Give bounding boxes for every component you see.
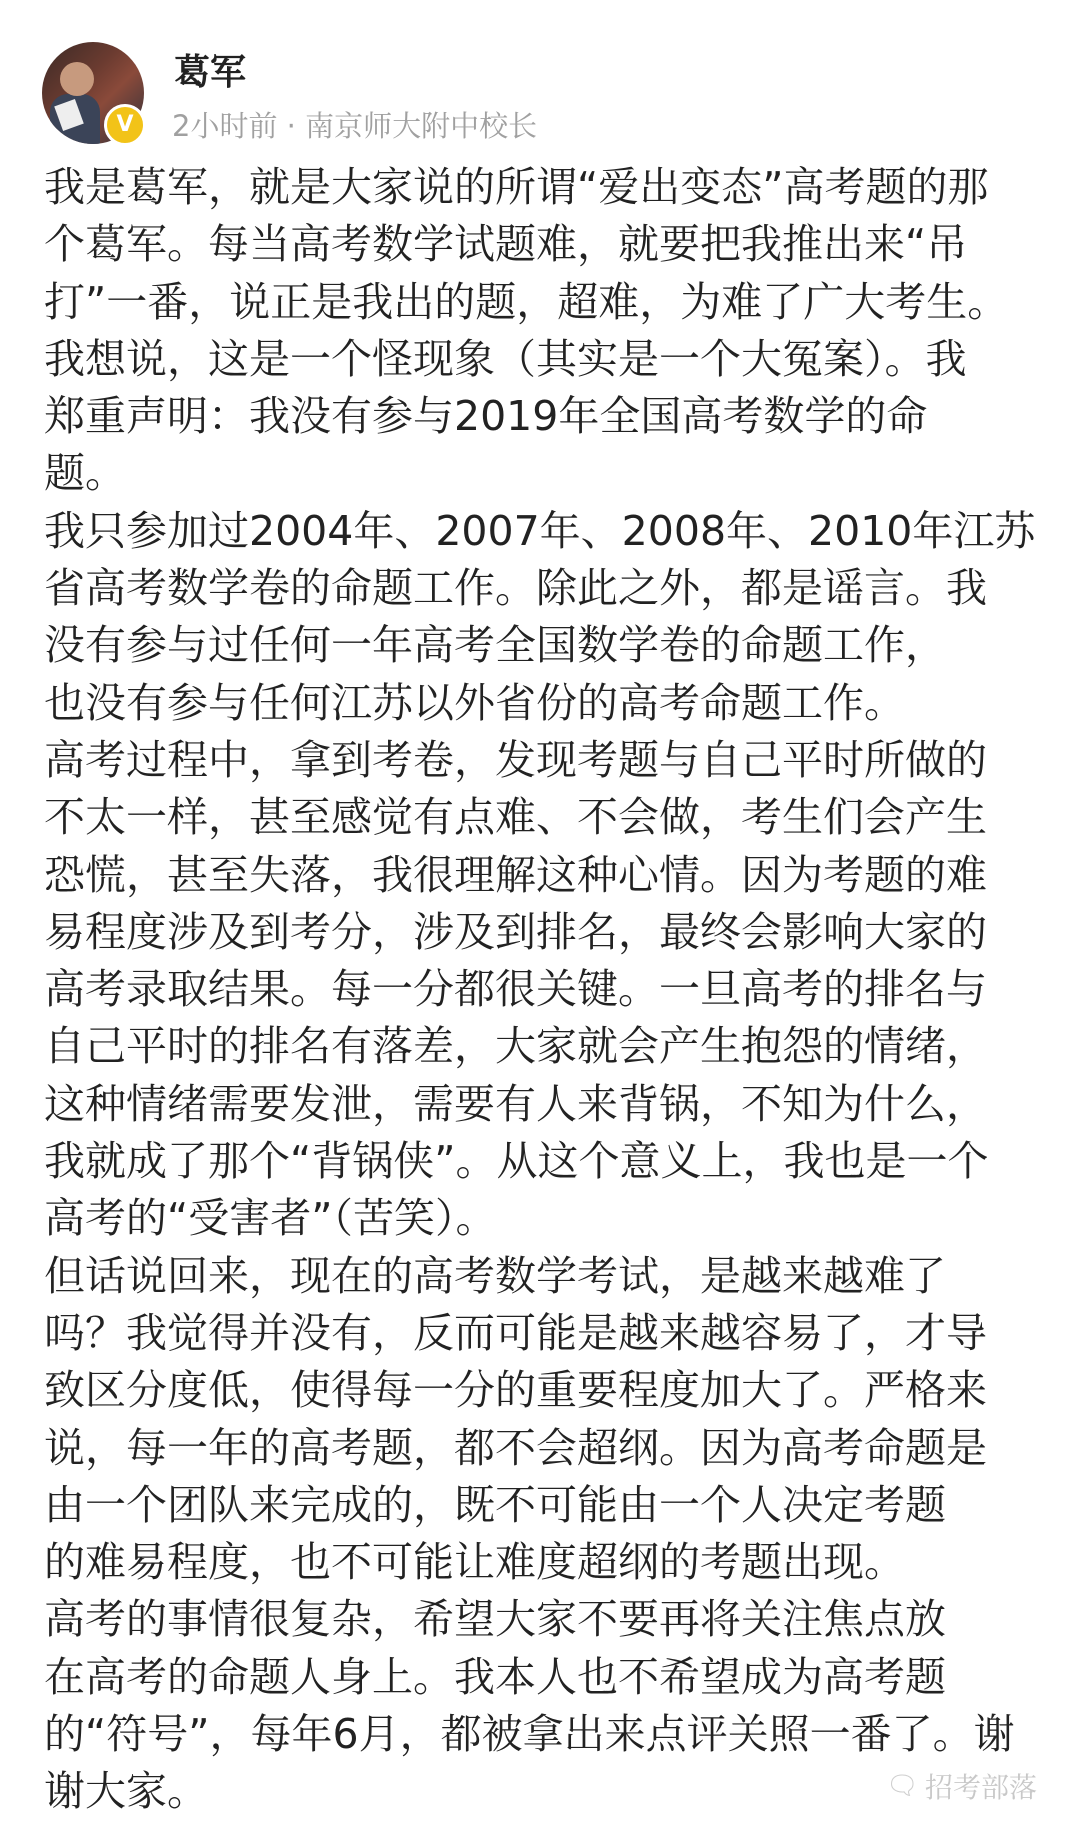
post-text-line: 的“符号”，每年6月，都被拿出来点评关照一番了。谢 (44, 1710, 1015, 1759)
post-text-line: 高考的事情很复杂，希望大家不要再将关注焦点放 (44, 1595, 946, 1644)
post-text-line: 高考的“受害者”（苦笑）。 (44, 1194, 497, 1243)
post-text-line: 个葛军。每当高考数学试题难，就要把我推出来“吊 (44, 220, 968, 269)
watermark (886, 1766, 1037, 1806)
watermark-text: 招考部落 (925, 1771, 1038, 1804)
post-text-line: 高考过程中，拿到考卷，发现考题与自己平时所做的 (44, 735, 987, 784)
post-text-line: 我就成了那个“背锅侠”。从这个意义上，我也是一个 (44, 1137, 989, 1186)
post-text-line: 说，每一年的高考题，都不会超纲。因为高考命题是 (44, 1423, 987, 1472)
post-text-line: 这种情绪需要发泄，需要有人来背锅，不知为什么， (44, 1079, 987, 1128)
post-text-line: 由一个团队来完成的，既不可能由一个人决定考题 (44, 1480, 946, 1529)
post-text-line: 题。 (44, 449, 126, 498)
post-text-line: 但话说回来，现在的高考数学考试，是越来越难了 (44, 1251, 946, 1300)
post-text-line: 郑重声明：我没有参与2019年全国高考数学的命 (44, 392, 928, 441)
post-text-line: 易程度涉及到考分，涉及到排名，最终会影响大家的 (44, 907, 987, 956)
post-text-line: 在高考的命题人身上。我本人也不希望成为高考题 (44, 1652, 946, 1701)
author-name[interactable]: 葛军 (174, 52, 247, 93)
post-text-line: 省高考数学卷的命题工作。除此之外，都是谣言。我 (44, 564, 987, 613)
post-text-line: 也没有参与任何江苏以外省份的高考命题工作。 (44, 678, 905, 727)
post-text-line: 吗？我觉得并没有，反而可能是越来越容易了，才导 (44, 1308, 987, 1357)
post-text-line: 不太一样，甚至感觉有点难、不会做，考生们会产生 (44, 793, 987, 842)
avatar-figure-head (60, 62, 94, 96)
post-text-line: 我想说，这是一个怪现象（其实是一个大冤案）。我 (44, 334, 967, 383)
post-text-line: 自己平时的排名有落差，大家就会产生抱怨的情绪， (44, 1022, 987, 1071)
post-body (44, 159, 1038, 1821)
post-text-line: 恐慌，甚至失落，我很理解这种心情。因为考题的难 (44, 850, 987, 899)
post-meta: 2小时前 · 南京师大附中校长 (172, 109, 538, 143)
wechat-icon: 🗨 (886, 1771, 920, 1801)
post-text-line: 没有参与过任何一年高考全国数学卷的命题工作， (44, 621, 946, 670)
post-text-line: 高考录取结果。每一分都很关键。一旦高考的排名与 (44, 965, 987, 1014)
post-text-line: 致区分度低，使得每一分的重要程度加大了。严格来 (44, 1366, 987, 1415)
post-text-line: 谢大家。 (44, 1767, 208, 1816)
post-text-line: 我只参加过2004年、2007年、2008年、2010年江苏 (44, 506, 1036, 555)
post-text-line: 的难易程度，也不可能让难度超纲的考题出现。 (44, 1538, 905, 1587)
verified-badge-icon: V (104, 104, 146, 146)
post-text-line: 我是葛军，就是大家说的所谓“爱出变态”高考题的那 (44, 163, 989, 211)
post-text-line: 打”一番，说正是我出的题，超难，为难了广大考生。 (44, 277, 1009, 326)
